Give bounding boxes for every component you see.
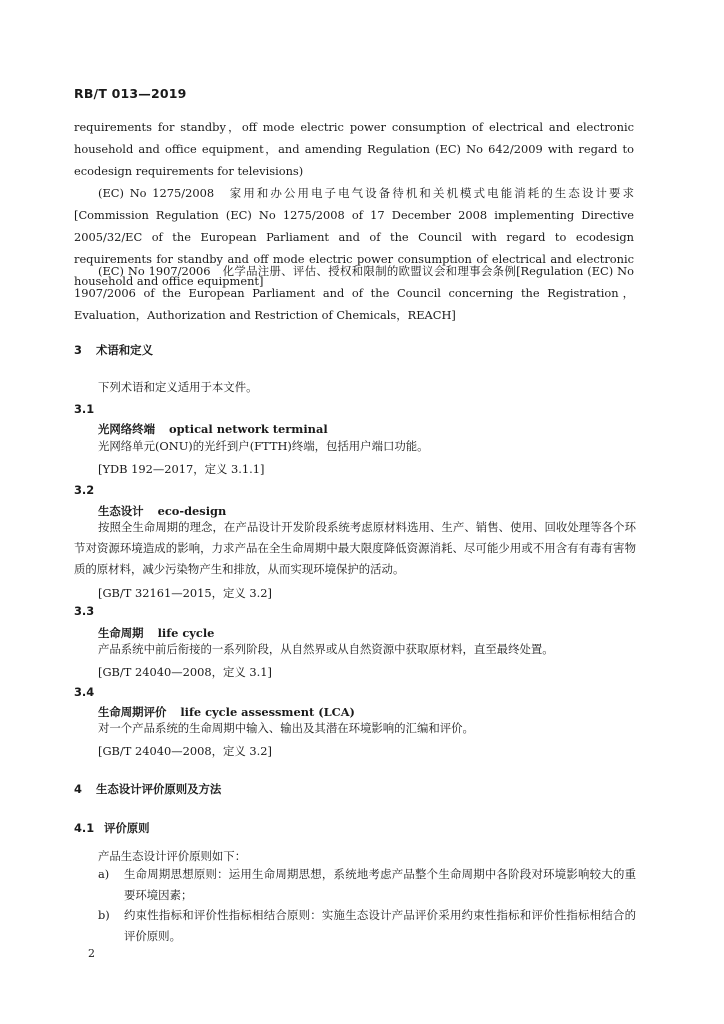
clause-number: 3.3: [74, 604, 95, 618]
term-source: [GB/T 24040—2008，定义 3.2]: [98, 744, 272, 758]
section-title: 生态设计评价原则及方法: [96, 782, 222, 796]
list-text: 生命周期思想原则：运用生命周期思想，系统地考虑产品整个生命周期中各阶段对环境影响较大的重要环境因素；: [124, 867, 636, 902]
list-item: [98, 864, 636, 906]
term-en: eco-design: [157, 504, 227, 518]
term-definition: 产品系统中前后衔接的一系列阶段，从自然界或从自然资源中获取原材料，直至最终处置。: [98, 642, 554, 656]
section-heading: [74, 342, 153, 358]
doc-code: RB/T 013—2019: [74, 86, 187, 101]
term-zh: 生命周期评价: [98, 705, 167, 719]
section-heading: [74, 781, 221, 797]
section-number: 3: [74, 343, 82, 357]
term-zh: 生命周期: [98, 626, 144, 640]
term-definition: 光网络单元(ONU)的光纤到户(FTTH)终端，包括用户端口功能。: [98, 439, 429, 453]
section-intro: 下列术语和定义适用于本文件。: [98, 380, 258, 394]
subsection-heading: [74, 820, 150, 836]
list-marker: a): [98, 867, 110, 881]
clause-number: 3.2: [74, 483, 95, 497]
term-en: life cycle assessment (LCA): [180, 705, 355, 719]
list-marker: b): [98, 908, 110, 922]
clause-number: 3.1: [74, 402, 95, 416]
subsection-title: 评价原则: [104, 821, 150, 835]
term-heading: [98, 421, 328, 437]
term-definition: 按照全生命周期的理念，在产品设计开发阶段系统考虑原材料选用、生产、销售、使用、回收处理等各个环节对资源环境造成的影响，力求产品在全生命周期中最大限度降低资源消耗、尽可能少用或不用含有有毒有害物质的原材料，减少污染物产生和排放，从而实现环境保护的活动。: [74, 520, 636, 576]
term-definition: 对一个产品系统的生命周期中输入、输出及其潜在环境影响的汇编和评价。: [98, 721, 474, 735]
term-source: [YDB 192—2017，定义 3.1.1]: [98, 462, 265, 476]
term-zh: 光网络终端: [98, 422, 155, 436]
reference-entry: requirements for standby，off mode electric power consumption of electrical and electronic household and office equipment，and amending Regulation (EC) No 642/2009 with regard to ecodesign requirements for televisions): [74, 120, 634, 178]
term-zh: 生态设计: [98, 504, 144, 518]
reference-entry: (EC) No 1275/2008 家用和办公用电子电气设备待机和关机模式电能消耗的生态设计要求[Commission Regulation (EC) No 1275/2008 of 17 December 2008 implementing Directive 2005/32/EC of the European Parliament and of the Council with regard to ecodesign requirements for standby and off mode electric power consumption of electrical and electronic household and office equipment]: [74, 186, 634, 288]
subsection-intro: 产品生态设计评价原则如下：: [98, 849, 247, 863]
list-text: 约束性指标和评价性指标相结合原则：实施生态设计产品评价采用约束性指标和评价性指标相结合的评价原则。: [124, 908, 636, 943]
term-source: [GB/T 32161—2015，定义 3.2]: [98, 586, 272, 600]
term-en: optical network terminal: [168, 422, 328, 436]
term-en: life cycle: [157, 626, 215, 640]
reference-entry: (EC) No 1907/2006 化学品注册、评估、授权和限制的欧盟议会和理事会条例[Regulation (EC) No 1907/2006 of the European Parliament and of the Council concerning the Registration，Evaluation，Authorization and Restriction of Chemicals，REACH]: [74, 264, 634, 322]
term-source: [GB/T 24040—2008，定义 3.1]: [98, 665, 272, 679]
clause-number: 3.4: [74, 685, 95, 699]
section-number: 4: [74, 782, 82, 796]
list-item: [98, 905, 636, 947]
subsection-number: 4.1: [74, 821, 95, 835]
section-title: 术语和定义: [96, 343, 153, 357]
page-number: 2: [88, 947, 95, 960]
